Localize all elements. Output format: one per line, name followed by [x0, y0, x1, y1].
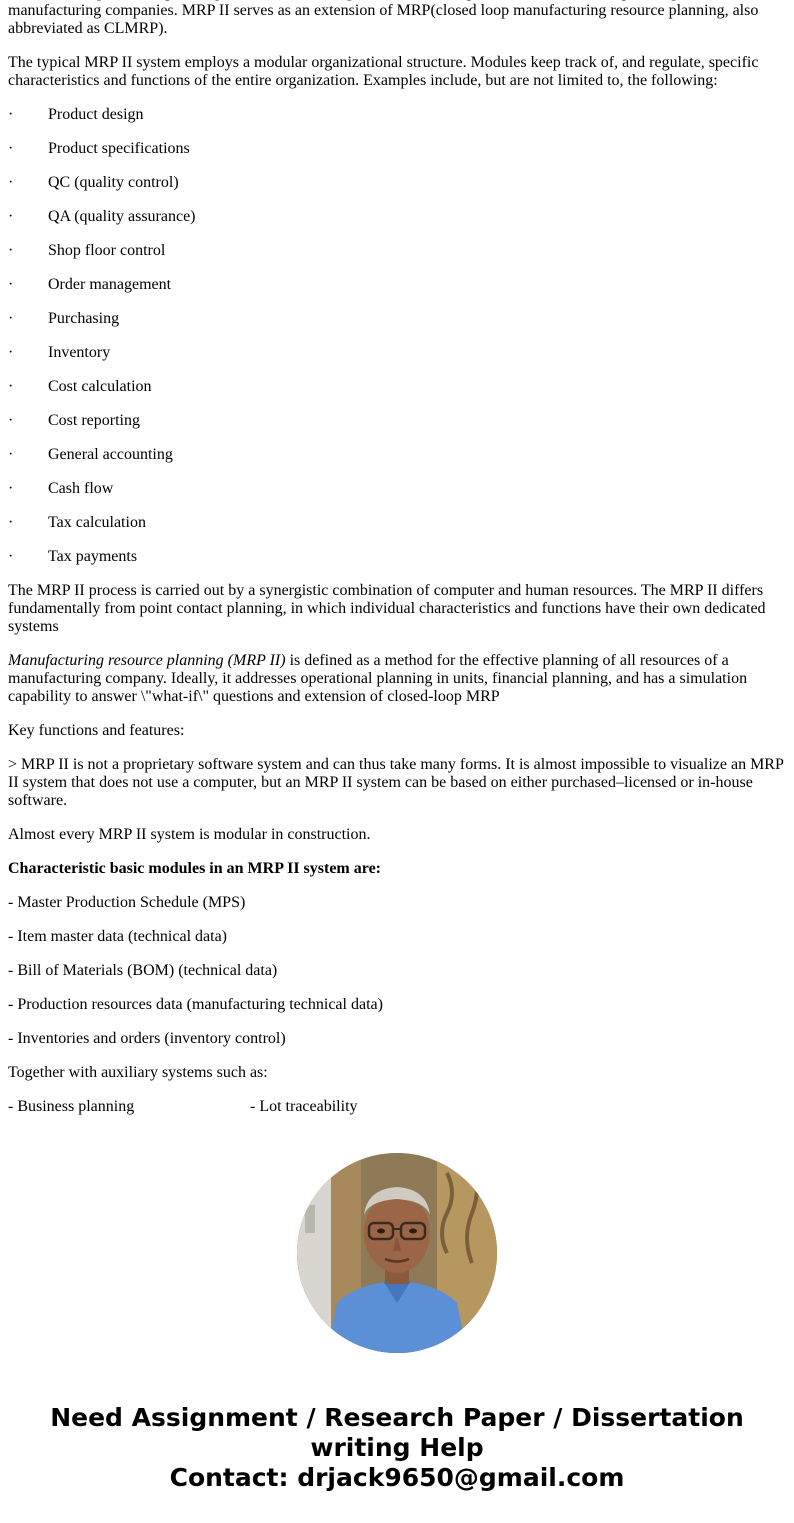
bullet-icon: · — [8, 378, 14, 395]
bullet-icon: · — [8, 446, 14, 463]
list-item — [8, 548, 786, 566]
list-item — [8, 174, 786, 192]
bullet-icon: · — [8, 548, 14, 565]
process-paragraph: The MRP II process is carried out by a synergistic combination of computer and human resources. The MRP II differs fundamentally from point contact planning, in which individual characteristics and functions have their own dedicated systems — [8, 582, 766, 635]
list-item-label: Product design — [48, 106, 144, 123]
list-item-label: QA (quality assurance) — [48, 208, 196, 225]
bullet-icon: · — [8, 106, 14, 123]
bullet-icon: · — [8, 140, 14, 157]
bullet-icon: · — [8, 208, 14, 225]
list-item-label: QC (quality control) — [48, 174, 179, 191]
auxiliary-intro: Together with auxiliary systems such as: — [8, 1064, 268, 1081]
list-item — [8, 276, 786, 294]
list-item — [8, 344, 786, 362]
key-functions-heading: Key functions and features: — [8, 722, 185, 739]
list-item-label: Cost calculation — [48, 378, 152, 395]
definition-text: is defined as a method for the effective planning of all resources of a manufacturing company. Ideally, it addresses operational planning in units, financial planning, and has a simulation capability to answer \"what-if\" questions and extension of closed-loop MRP — [8, 652, 748, 705]
list-item: - Production resources data (manufacturing technical data) — [8, 996, 383, 1013]
bullet-icon: · — [8, 514, 14, 531]
list-item — [8, 514, 786, 532]
basic-modules-heading: Characteristic basic modules in an MRP II system are: — [8, 860, 381, 877]
list-item: - Bill of Materials (BOM) (technical data) — [8, 962, 278, 979]
contact-email: Contact: drjack9650@gmail.com — [169, 1463, 625, 1492]
list-item — [8, 412, 786, 430]
list-item — [8, 208, 786, 226]
module-list — [8, 106, 786, 566]
auxiliary-item: - Business planning — [8, 1098, 135, 1115]
bullet-icon: · — [8, 242, 14, 259]
list-item — [8, 310, 786, 328]
cta-line: writing Help — [310, 1433, 484, 1462]
definition-term: Manufacturing resource planning (MRP II) — [8, 652, 286, 669]
list-item-label: Product specifications — [48, 140, 190, 157]
auxiliary-item: - Lot traceability — [250, 1098, 358, 1115]
list-item — [8, 140, 786, 158]
list-item-label: General accounting — [48, 446, 173, 463]
bullet-icon: · — [8, 480, 14, 497]
list-item-label: Order management — [48, 276, 172, 293]
list-item — [8, 378, 786, 396]
list-item-label: Inventory — [48, 344, 111, 361]
list-item-label: Purchasing — [48, 310, 120, 327]
intro-paragraph: manufacturing companies. MRP II serves as an extension of MRP(closed loop manufacturing resource planning, also abbreviated as CLMRP). — [8, 2, 759, 37]
list-item-label: Tax payments — [48, 548, 138, 565]
auxiliary-systems-row — [8, 1098, 786, 1116]
article-body — [8, 0, 786, 1116]
list-item-label: Cost reporting — [48, 412, 140, 429]
bullet-icon: · — [8, 276, 14, 293]
bullet-icon: · — [8, 412, 14, 429]
proprietary-paragraph: > MRP II is not a proprietary software system and can thus take many forms. It is almost impossible to visualize an MRP II system that does not use a computer, but an MRP II system can be based on either purchased–licensed or in-house software. — [8, 756, 784, 809]
list-item: - Item master data (technical data) — [8, 928, 227, 945]
list-item-label: Cash flow — [48, 480, 114, 497]
bullet-icon: · — [8, 344, 14, 361]
author-avatar — [297, 1153, 497, 1353]
list-item — [8, 106, 786, 124]
bullet-icon: · — [8, 310, 14, 327]
list-item: - Inventories and orders (inventory control) — [8, 1030, 286, 1047]
definition-paragraph — [8, 652, 786, 706]
list-item-label: Tax calculation — [48, 514, 146, 531]
modular-paragraph: The typical MRP II system employs a modular organizational structure. Modules keep track of, and regulate, specific characteristics and functions of the entire organization. Examples include, but are not limited to, the following: — [8, 54, 759, 89]
modular-construction-paragraph: Almost every MRP II system is modular in construction. — [8, 826, 371, 843]
list-item — [8, 242, 786, 260]
cta-line: Need Assignment / Research Paper / Dissertation — [50, 1403, 744, 1432]
list-item — [8, 480, 786, 498]
contact-banner — [0, 1403, 794, 1493]
author-photo-illustration — [297, 1153, 497, 1353]
list-item: - Master Production Schedule (MPS) — [8, 894, 246, 911]
bullet-icon: · — [8, 174, 14, 191]
list-item — [8, 446, 786, 464]
list-item-label: Shop floor control — [48, 242, 166, 259]
